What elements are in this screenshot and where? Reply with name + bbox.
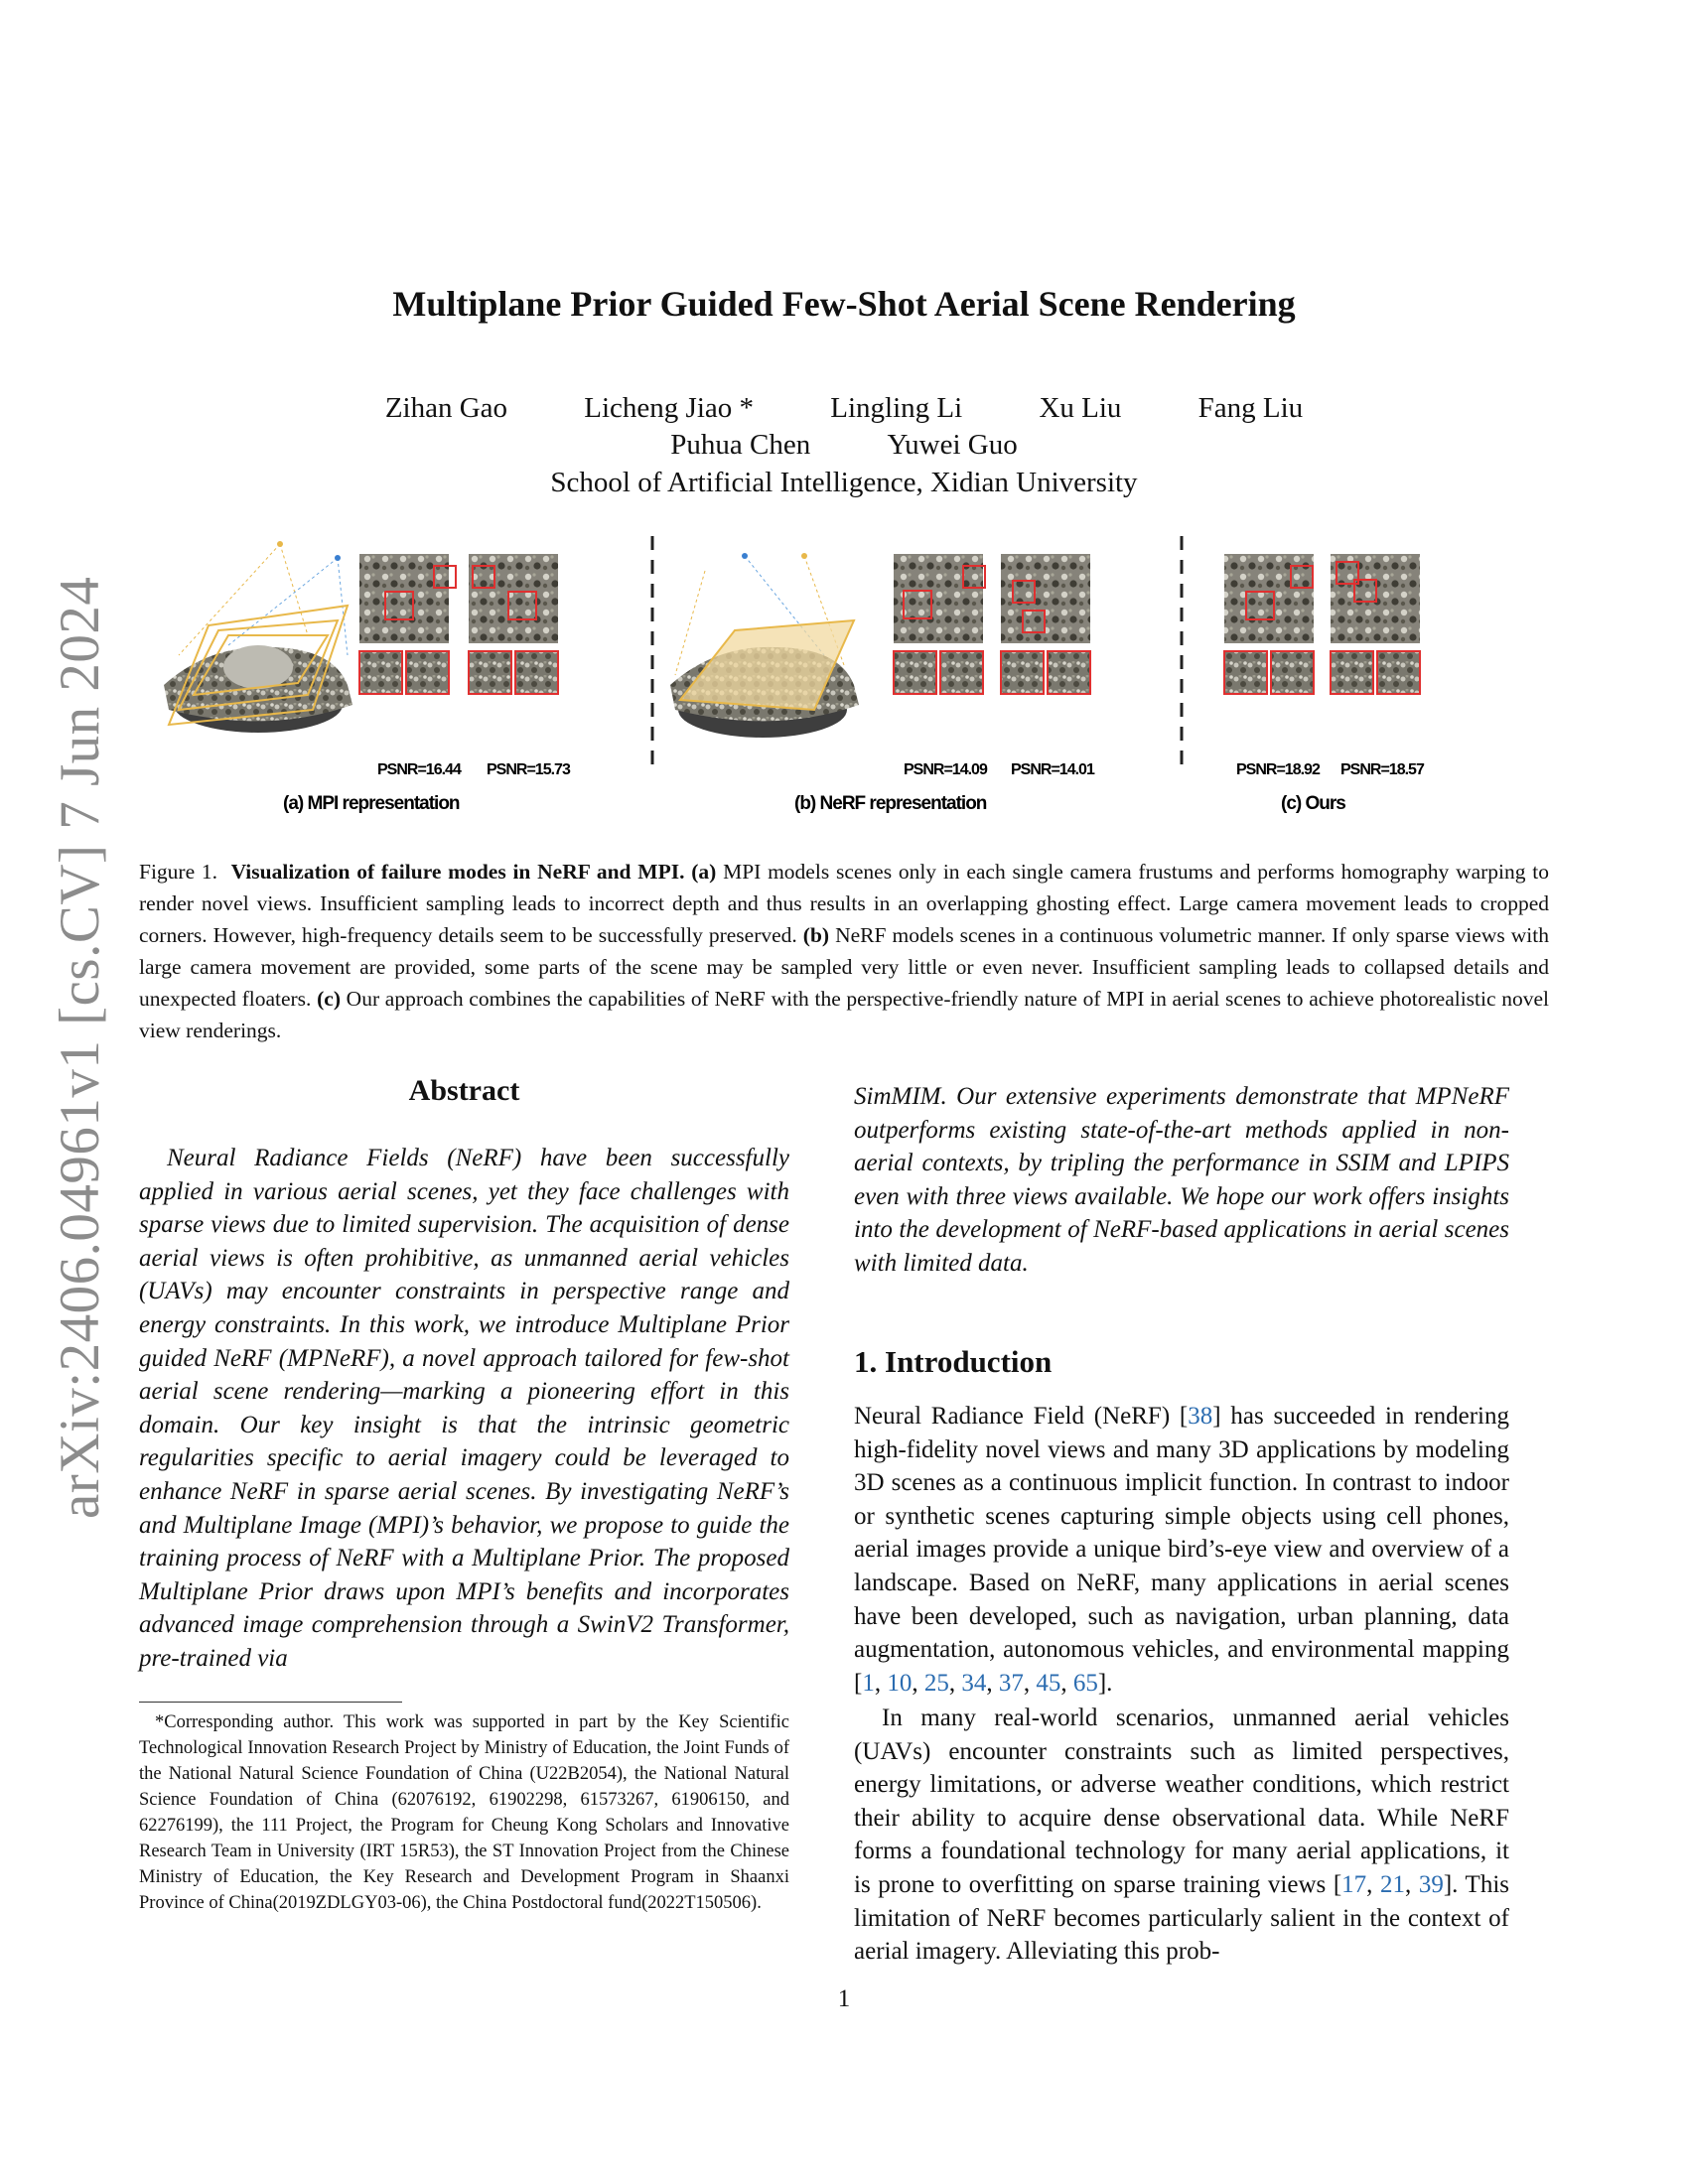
authors-line-2 (0, 429, 1688, 462)
psnr-c-2: PSNR=18.57 (1340, 761, 1424, 778)
author-7: Yuwei Guo (887, 429, 1018, 461)
psnr-b-1: PSNR=14.09 (904, 761, 987, 778)
caption-prefix: Figure 1. (139, 860, 218, 884)
abstract-continued: SimMIM. Our extensive experiments demonstrate that MPNeRF outperforms existing state-of-the-art methods applied in non-aerial contexts, by tripling the performance in SSIM and LPIPS even with three views available. We hope our work offers insights into the development of NeRF-based applications in aerial scenes with limited data. (854, 1083, 1509, 1277)
abstract-heading: Abstract (408, 1074, 520, 1107)
mpi-3d-model (164, 541, 352, 733)
page-number: 1 (837, 1985, 851, 2012)
citation-link[interactable]: 1 (862, 1669, 875, 1697)
abstract-text: Neural Radiance Fields (NeRF) have been successfully applied in various aerial scenes, yet they face challenges with sparse views due to limited supervision. The acquisition of dense aerial views is often prohibitive, as unmanned aerial vehicles (UAVs) may encounter constraints in perspective range and energy constraints. In this work, we introduce Multiplane Prior guided NeRF (MPNeRF), a novel approach tailored for few-shot aerial scene rendering—marking a pioneering effort in this domain. Our key insight is that the intrinsic geometric regularities specific to aerial imagery could be leveraged to enhance NeRF in sparse aerial scenes. By investigating NeRF’s and Multiplane Image (MPI)’s behavior, we propose to guide the training process of NeRF with a Multiplane Prior. The proposed Multiplane Prior draws upon MPI’s benefits and incorporates advanced image comprehension through a SwinV2 Transformer, pre-trained via (139, 1145, 789, 1672)
author-2: Licheng Jiao * (584, 392, 755, 424)
affiliation: School of Artificial Intelligence, Xidian University (550, 467, 1138, 498)
citation-link[interactable]: 39 (1418, 1870, 1444, 1898)
intro-paragraph-2: In many real-world scenarios, unmanned aerial vehicles (UAVs) encounter constraints such as limited perspectives, energy limitations, or adverse weather conditions, which restrict their ability to acquire dense observational data. While NeRF forms a foundational technology for many aerial applications, it is prone to overfitting on sparse training views [17, 21, 39]. This limitation of NeRF becomes particularly salient in the context of aerial imagery. Alleviating this prob- (854, 1705, 1509, 1966)
author-3: Lingling Li (830, 392, 963, 424)
arxiv-watermark: arXiv:2406.04961v1 [cs.CV] 7 Jun 2024 (49, 576, 111, 1519)
caption-tag-c: (c) (317, 987, 341, 1011)
citation-link[interactable]: 45 (1036, 1669, 1061, 1697)
psnr-c-1: PSNR=18.92 (1236, 761, 1320, 778)
citation-link[interactable]: 10 (887, 1669, 913, 1697)
caption-tag-b: (b) (802, 923, 830, 947)
figure-1 (149, 536, 1539, 834)
panel-label-b: (b) NeRF representation (794, 793, 987, 814)
intro-heading: 1. Introduction (854, 1344, 1053, 1379)
citation-link[interactable]: 65 (1072, 1669, 1098, 1697)
panel-label-c: (c) Ours (1281, 793, 1345, 814)
psnr-a-2: PSNR=15.73 (487, 761, 570, 778)
author-6: Puhua Chen (670, 429, 811, 461)
author-1: Zihan Gao (384, 392, 508, 424)
mpi-render-1 (359, 554, 449, 643)
panel-label-a: (a) MPI representation (283, 793, 460, 814)
citation-link[interactable]: 34 (961, 1669, 987, 1697)
caption-title: Visualization of failure modes in NeRF and MPI. (230, 860, 685, 884)
citation-link[interactable]: 25 (923, 1669, 949, 1697)
paper-title: Multiplane Prior Guided Few-Shot Aerial Scene Rendering (392, 284, 1296, 324)
mpi-render-2 (469, 554, 558, 643)
nerf-3d-model (670, 553, 859, 738)
caption-text-b: NeRF models scenes in a continuous volumetric manner. If only sparse views with large camera movement are provided, some parts of the scene may be sampled very little or even never. Insufficient sampling leads to collapsed details and unexpected floaters. (139, 923, 1549, 1011)
nerf-render-1 (894, 554, 983, 643)
citation-link[interactable]: 21 (1380, 1870, 1405, 1898)
citation-link[interactable]: 38 (1188, 1403, 1213, 1430)
author-5: Fang Liu (1197, 392, 1304, 424)
authors-line-1 (0, 392, 1688, 425)
footnote: *Corresponding author. This work was supported in part by the Key Scientific Technological Innovation Research Project by Ministry of Education, the Joint Funds of the National Natural Science Foundation of China (U22B2054), the National Natural Science Foundation of China (62076192, 61902298, 61573267, 61906150, and 62276199), the 111 Project, the Program for Cheung Kong Scholars and Innovative Research Team in University (IRT 15R53), the ST Innovation Project from the Chinese Ministry of Education, the Key Research and Development Program in Shaanxi Province of China(2019ZDLGY03-06), the China Postdoctoral fund(2022T150506). (139, 1712, 789, 1913)
caption-tag-a: (a) (691, 860, 717, 884)
ours-render-1 (1224, 554, 1314, 643)
psnr-b-2: PSNR=14.01 (1011, 761, 1094, 778)
footnote-rule (139, 1702, 402, 1703)
psnr-a-1: PSNR=16.44 (377, 761, 461, 778)
author-4: Xu Liu (1039, 392, 1122, 424)
citation-link[interactable]: 17 (1341, 1870, 1367, 1898)
caption-text-a: MPI models scenes only in each single camera frustums and performs homography warping to render novel views. Insufficient sampling leads to incorrect depth and thus results in an overlapping ghosting effect. Large camera movement leads to cropped corners. However, high-frequency details seem to be successfully preserved. (139, 860, 1550, 947)
caption-text-c: Our approach combines the capabilities of NeRF with the perspective-friendly nature of MPI in aerial scenes to achieve photorealistic novel view renderings. (139, 987, 1549, 1042)
intro-paragraph-1: Neural Radiance Field (NeRF) [38] has succeeded in rendering high-fidelity novel views and many 3D applications by modeling 3D scenes as a continuous implicit function. In contrast to indoor or synthetic scenes capturing simple objects using cell phones, aerial images provide a unique bird’s-eye view and overview of a landscape. Based on NeRF, many applications in aerial scenes have been developed, such as navigation, urban planning, data augmentation, autonomous vehicles, and environmental mapping [1, 10, 25, 34, 37, 45, 65]. (854, 1403, 1509, 1697)
figure-caption (139, 856, 1549, 1046)
citation-link[interactable]: 37 (998, 1669, 1024, 1697)
